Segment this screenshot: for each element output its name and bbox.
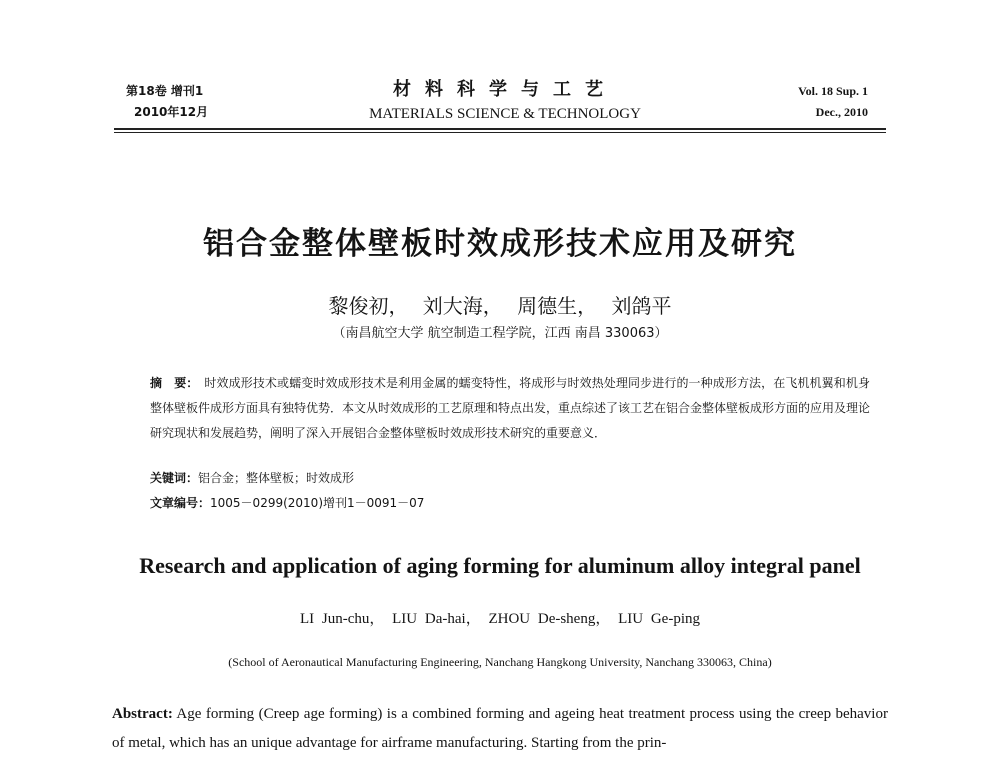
abstract-en (112, 700, 888, 758)
keywords-cn-label: 关键词： (150, 471, 199, 485)
authors-cn: 黎俊初， 刘大海， 周德生， 刘鸽平 (328, 294, 672, 318)
abstract-en-label: Abstract: (112, 706, 173, 722)
journal-name-cn: 材料科学与工艺 (393, 79, 617, 100)
keywords-cn (150, 469, 870, 486)
affiliation-cn: （南昌航空大学 航空制造工程学院，江西 南昌 330063） (332, 326, 668, 341)
abstract-cn (150, 371, 870, 446)
paper-title-cn: 铝合金整体壁板时效成形技术应用及研究 (203, 226, 797, 262)
date-cn: 2010年12月 (134, 105, 209, 119)
abstract-cn-label: 摘 要： (150, 376, 199, 390)
article-number-label: 文章编号： (150, 496, 211, 510)
affiliation-en: (School of Aeronautical Manufacturing Engineering, Nanchang Hangkong University, Nanchang 330063, China) (228, 655, 772, 669)
article-number (150, 494, 870, 511)
header-right (798, 81, 868, 123)
article-number-text: 1005－0299(2010)增刊1－0091－07 (210, 496, 425, 510)
keywords-cn-text: 铝合金；整体壁板；时效成形 (198, 471, 355, 485)
header-rule-thick (114, 128, 886, 130)
date-en: Dec., 2010 (815, 105, 868, 119)
journal-header (350, 78, 660, 124)
abstract-cn-text: 时效成形技术或蠕变时效成形技术是利用金属的蠕变特性，将成形与时效热处理同步进行的一种成形方法，在飞机机翼和机身整体壁板件成形方面具有独特优势．本文从时效成形的工艺原理和特点出发，重点综述了该工艺在铝合金整体壁板成形方面的应用及理论研究现状和发展趋势，阐明了深入开展铝合金整体壁板时效成形技术研究的重要意义． (150, 376, 871, 440)
authors-en: LI Jun-chu， LIU Da-hai， ZHOU De-sheng， LIU Ge-ping (300, 611, 700, 627)
abstract-en-text: Age forming (Creep age forming) is a combined forming and ageing heat treatment process using the creep behavior of metal, which has an unique advantage for airframe manufacturing. Starting from the prin- (112, 706, 888, 751)
paper-title-en: Research and application of aging forming for aluminum alloy integral panel (139, 553, 861, 578)
journal-name-en: MATERIALS SCIENCE & TECHNOLOGY (369, 106, 641, 122)
header-left (126, 81, 208, 123)
volume-en: Vol. 18 Sup. 1 (798, 84, 868, 98)
header-rule-thin (114, 132, 886, 133)
volume-cn: 第18卷 增刊1 (126, 84, 204, 98)
